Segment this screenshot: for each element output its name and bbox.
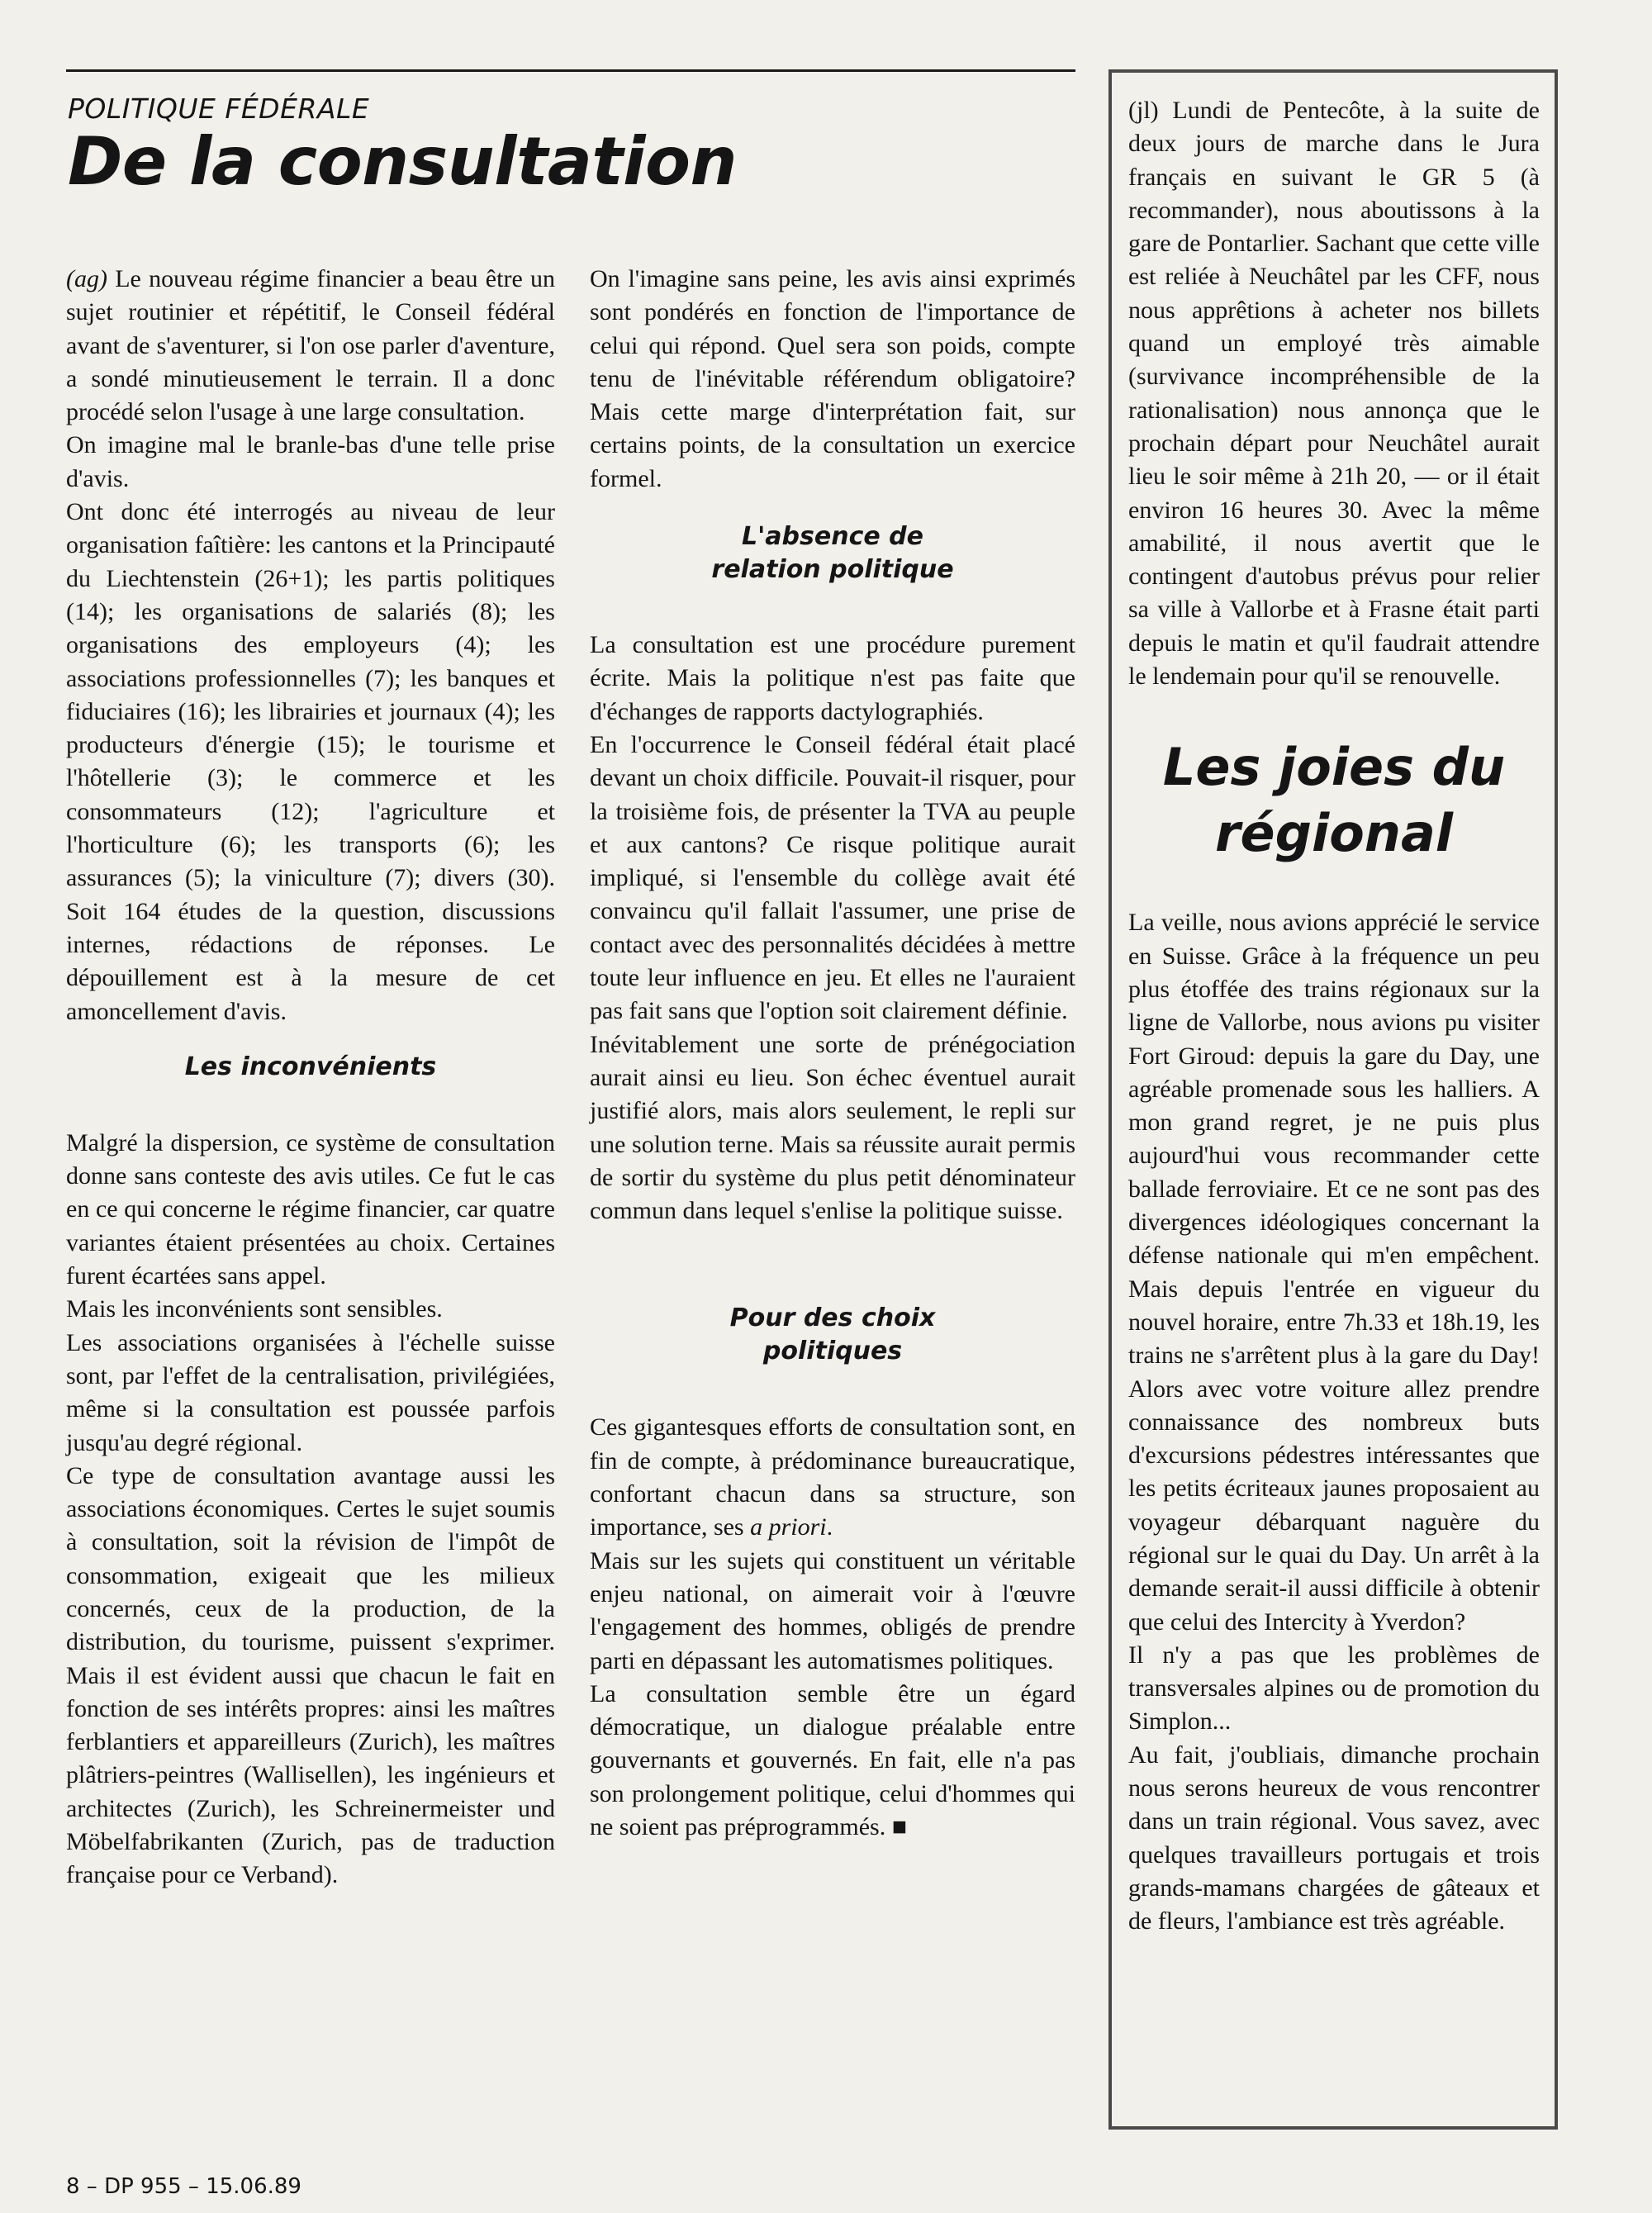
subhead-choix-politiques: Pour des choix politiques <box>729 1304 936 1366</box>
paragraph: Mais sur les sujets qui constituent un véritable enjeu national, on aimerait voir à l'œuvre l'engagement des hommes, obligés de prendre parti en dépassant les automatismes politiques. <box>590 1546 1075 1674</box>
article-column-1 <box>66 263 555 1892</box>
paragraph: Inévitablement une sorte de prénégociation aurait ainsi eu lieu. Son échec éventuel aurait justifié alors, mais alors seulement, le repli sur une solution terne. Mais sa réussite aurait permis de sortir du système du plus petit dénominateur commun dans lequel s'enlise la politique suisse. <box>590 1030 1075 1225</box>
subhead-inconvenients: Les inconvénients <box>184 1052 437 1081</box>
article-headline: De la consultation <box>68 123 737 200</box>
paragraph: Au fait, j'oubliais, dimanche prochain nous serons heureux de vous rencontrer dans un train régional. Vous savez, avec quelques travailleurs portugais et trois grands-mamans chargées de gâteaux et de fleurs, l'ambiance est très agréable. <box>1128 1740 1540 1935</box>
end-of-article-mark: ■ <box>891 1812 907 1840</box>
section-kicker: POLITIQUE FÉDÉRALE <box>68 93 370 125</box>
author-initials: (ag) <box>66 265 107 292</box>
paragraph: On imagine mal le branle-bas d'une telle prise d'avis. <box>66 431 555 492</box>
paragraph: On l'imagine sans peine, les avis ainsi exprimés sont pondérés en fonction de l'importance de celui qui répond. Quel sera son poids, compte tenu de l'inévitable référendum obligatoire? Mais cette marge d'interprétation fait, sur certains points, de la consultation un exercice formel. <box>590 265 1075 492</box>
paragraph: (jl) Lundi de Pentecôte, à la suite de deux jours de marche dans le Jura français en suivant le GR 5 (à recommander), nous aboutissons à la gare de Pontarlier. Sachant que cette ville est reliée à Neuchâtel par les CFF, nous nous apprêtions à acheter nos billets quand un employé très aimable (survivance incompréhensible de la rationalisation) nous annonça que le prochain départ pour Neuchâtel aurait lieu le soir même à 21h 20, — or il était environ 16 heures 30. Avec la même amabilité, il nous avertit que le contingent d'autobus prévus pour relier sa ville à Vallorbe et à Frasne était parti depuis le matin et qu'il faudrait attendre le lendemain pour qu'il se renouvelle. <box>1128 97 1540 691</box>
paragraph: La consultation semble être un égard démocratique, un dialogue préalable entre gouvernants et gouvernés. En fait, elle n'a pas son prolongement politique, celui d'hommes qui ne soient pas préprogrammés. ■ <box>590 1679 1075 1840</box>
paragraph: Ce type de consultation avantage aussi les associations économiques. Certes le sujet soumis à consultation, soit la révision de l'impôt de consommation, exigeait que les milieux concernés, ceux de la production, de la distribution, du tourisme, puissent s'exprimer. Mais il est évident aussi que chacun le fait en fonction de ses intérêts propres: ainsi les maîtres ferblantiers et appareilleurs (Zurich), les maîtres plâtriers-peintres (Wallisellen), les ingénieurs et architectes (Zurich), les Schreinermeister und Möbelfabrikanten (Zurich, pas de traduction française pour ce Verband). <box>66 1461 555 1889</box>
sidebar-title: Les joies du régional <box>1162 737 1506 864</box>
paragraph: Mais les inconvénients sont sensibles. <box>66 1295 443 1323</box>
paragraph: La veille, nous avions apprécié le service en Suisse. Grâce à la fréquence un peu plus étoffée des trains régionaux sur la ligne de Vallorbe, nous avions pu visiter Fort Giroud: depuis la gare du Day, une agréable promenade sous les halliers. A mon grand regret, je ne puis plus aujourd'hui vous recommander cette ballade ferroviaire. Et ce ne sont pas des divergences idéologiques concernant la défense nationale qui m'en empêchent. Mais depuis l'entrée en vigueur du nouvel horaire, entre 7h.33 et 18h.19, les trains ne s'arrêtent plus à la gare du Day! Alors avec votre voiture allez prendre connaissance des nombreux buts d'excursions pédestres intéressantes que les petits écriteaux jaunes proposaient au voyageur débarquant naguère du régional sur le quai du Day. Un arrêt à la demande serait-il aussi difficile à obtenir que celui des Intercity à Yverdon? <box>1128 909 1540 1636</box>
article-column-2 <box>590 263 1075 1844</box>
sidebar-column <box>1128 94 1540 1939</box>
author-initials: (jl) <box>1128 97 1159 124</box>
subhead-absence-relation: L'absence de relation politique <box>711 522 954 585</box>
paragraph: La consultation est une procédure purement écrite. Mais la politique n'est pas faite que d'échanges de rapports dactylographiés. <box>590 631 1075 725</box>
paragraph: Il n'y a pas que les problèmes de transversales alpines ou de promotion du Simplon... <box>1128 1641 1540 1736</box>
paragraph: Malgré la dispersion, ce système de consultation donne sans conteste des avis utiles. Ce fut le cas en ce qui concerne le régime financier, car quatre variantes étaient présentées au choix. Certaines furent écartées sans appel. <box>66 1128 555 1290</box>
page-folio: 8 – DP 955 – 15.06.89 <box>66 2174 301 2199</box>
paragraph: Les associations organisées à l'échelle suisse sont, par l'effet de la centralisation, privilégiées, même si la consultation est poussée parfois jusqu'au degré régional. <box>66 1328 555 1456</box>
paragraph: Ont donc été interrogés au niveau de leur organisation faîtière: les cantons et la Principauté du Liechtenstein (26+1); les partis politiques (14); les organisations de salariés (8); les organisations des employeurs (4); les associations professionnelles (7); les banques et fiduciaires (16); les librairies et journaux (4); les producteurs d'énergie (15); le tourisme et l'hôtellerie (3); le commerce et les consommateurs (12); l'agriculture et l'horticulture (6); les transports (6); les assurances (5); la viniculture (7); divers (30). Soit 164 études de la question, discussions internes, rédactions de réponses. Le dépouillement est à la mesure de cet amoncellement d'avis. <box>66 498 555 1025</box>
paragraph: (ag) Le nouveau régime financier a beau être un sujet routinier et répétitif, le Conseil fédéral avant de s'aventurer, si l'on ose parler d'aventure, a sondé minutieusement le terrain. Il a donc procédé selon l'usage à une large consultation. <box>66 265 555 426</box>
paragraph: En l'occurrence le Conseil fédéral était placé devant un choix difficile. Pouvait-il risquer, pour la troisième fois, de présenter la TVA au peuple et aux cantons? Ce risque politique aurait impliqué, si l'ensemble du collège avait été convaincu qu'il fallait l'assumer, une prise de contact avec des personnalités décidées à mettre toute leur influence en jeu. Et elles ne l'auraient pas fait sans que l'option soit clairement définie. <box>590 730 1075 1025</box>
paragraph: Ces gigantesques efforts de consultation sont, en fin de compte, à prédominance bureaucratique, confortant chacun dans sa structure, son importance, ses a priori. <box>590 1413 1075 1541</box>
header-rule <box>66 69 1075 72</box>
